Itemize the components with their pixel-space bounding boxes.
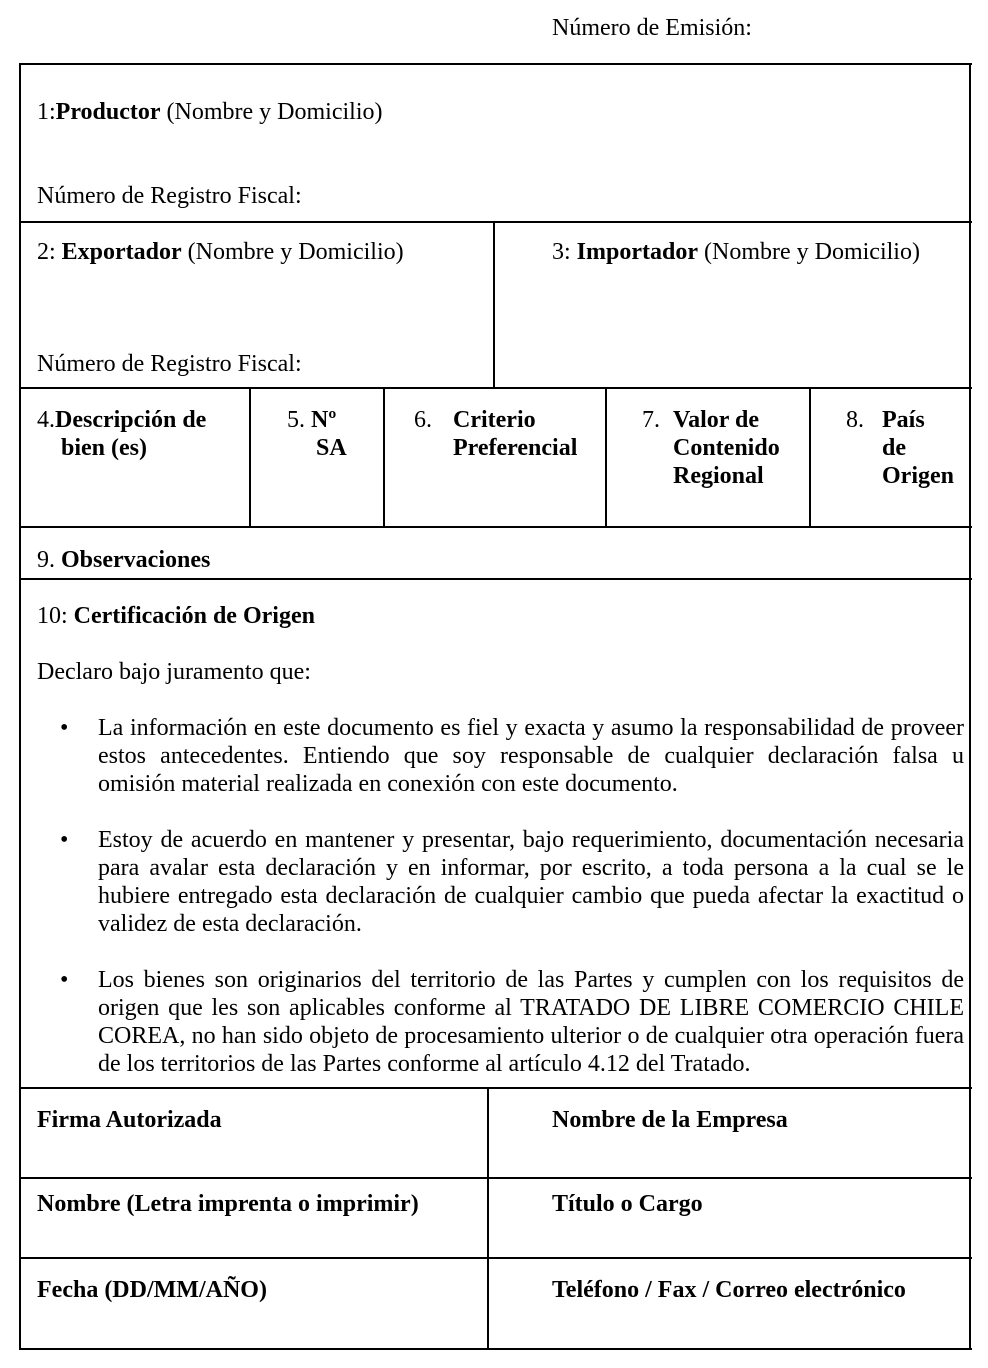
divider (19, 63, 21, 1350)
divider (493, 221, 495, 388)
divider (19, 578, 972, 580)
divider (383, 387, 385, 527)
divider (19, 1087, 972, 1089)
exporter-tax-id-label: Número de Registro Fiscal: (37, 351, 302, 377)
column-country-of-origin-label: País de Origen (882, 407, 954, 489)
divider (969, 63, 971, 1350)
date-field: Fecha (DD/MM/AÑO) (37, 1277, 267, 1303)
divider (19, 1257, 972, 1259)
bullet-icon: • (60, 827, 69, 853)
bullet-icon: • (60, 967, 69, 993)
issue-number-label: Número de Emisión: (552, 15, 752, 41)
column-hs-number: 5. Nº SA (287, 407, 347, 461)
divider (605, 387, 607, 527)
job-title-field: Título o Cargo (552, 1191, 703, 1217)
divider (249, 387, 251, 527)
contact-field: Teléfono / Fax / Correo electrónico (552, 1277, 906, 1303)
certification-heading: 10: Certificación de Origen (37, 603, 315, 629)
certification-item: La información en este documento es fiel y exacta y asumo la responsabilidad de proveer estos antecedentes. Entiendo que soy responsable de cualquier declaración falsa u omisión material realizada en conexión con este documento. (98, 715, 964, 797)
printed-name-field: Nombre (Letra imprenta o imprimir) (37, 1191, 419, 1217)
producer-tax-id-label: Número de Registro Fiscal: (37, 183, 302, 209)
column-regional-value: 7. (642, 407, 660, 433)
divider (19, 1177, 972, 1179)
company-name-field: Nombre de la Empresa (552, 1107, 788, 1133)
authorized-signature-field: Firma Autorizada (37, 1107, 222, 1133)
column-preference-criterion-label: Criterio Preferencial (453, 407, 578, 461)
certification-intro: Declaro bajo juramento que: (37, 659, 311, 685)
column-description: 4.Descripción de bien (es) (37, 407, 207, 461)
divider (19, 526, 972, 528)
certification-item: Los bienes son originarios del territorio de las Partes y cumplen con los requisitos de origen que les son aplicables conforme al TRATADO DE LIBRE COMERCIO CHILE COREA, no han sido objeto de procesamiento ulterior o de cualquier otra operación fuera de los territorios de las Partes conforme al artículo 4.12 del Tratado. (98, 967, 964, 1077)
divider (19, 221, 972, 223)
exporter-heading: 2: Exportador (Nombre y Domicilio) (37, 239, 404, 265)
producer-heading: 1:Productor (Nombre y Domicilio) (37, 99, 383, 125)
divider (809, 387, 811, 527)
observations-heading: 9. Observaciones (37, 547, 211, 573)
bullet-icon: • (60, 715, 69, 741)
divider (19, 63, 972, 65)
divider (19, 1348, 972, 1350)
divider (487, 1087, 489, 1350)
column-country-of-origin: 8. (846, 407, 864, 433)
certification-item: Estoy de acuerdo en mantener y presentar, bajo requerimiento, documentación necesaria para avalar esta declaración y en informar, por escrito, a toda persona a la cual se le hubiere entregado esta declaración de cualquier cambio que pueda afectar la exactitud o validez de esta declaración. (98, 827, 964, 937)
divider (19, 387, 972, 389)
column-regional-value-label: Valor de Contenido Regional (673, 407, 780, 489)
importer-heading: 3: Importador (Nombre y Domicilio) (552, 239, 920, 265)
column-preference-criterion: 6. (414, 407, 432, 433)
